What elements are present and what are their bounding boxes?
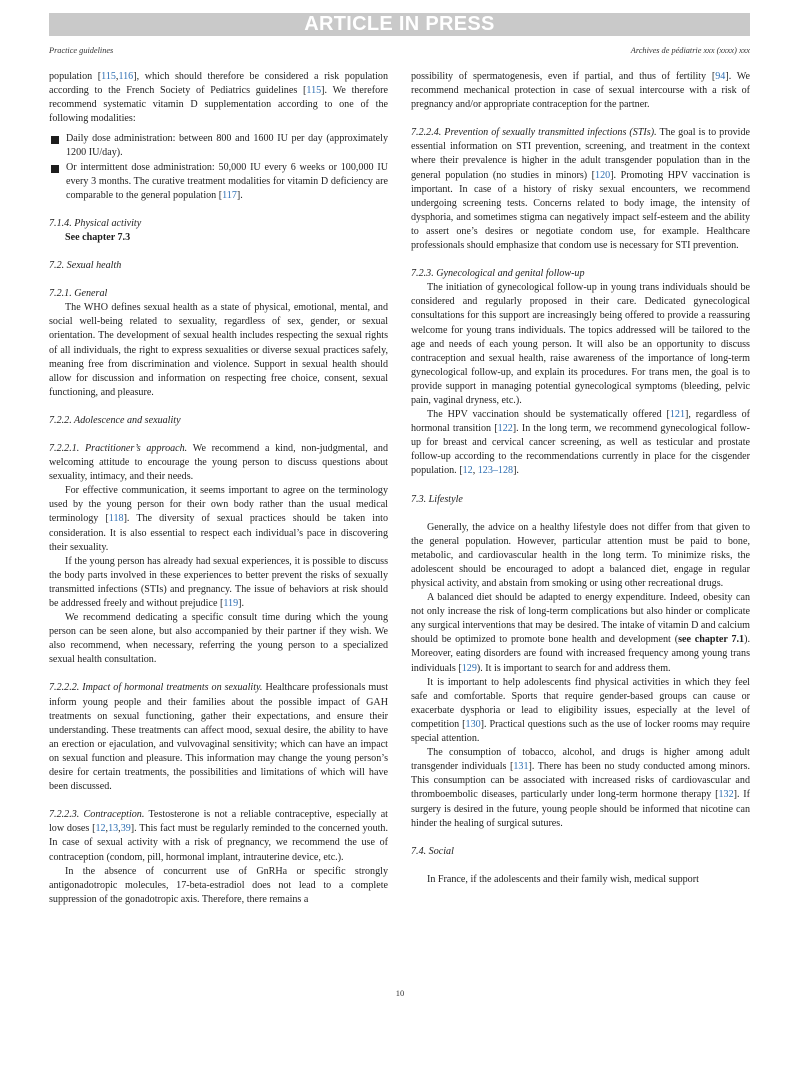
- paragraph-social: In France, if the adolescents and their family wish, medical support: [427, 873, 699, 885]
- paragraph-lifestyle: Generally, the advice on a healthy lifestyle does not differ from that given to the general population. However, particular attention must be paid to bone, metabolic, and cardiovascular health in the long term. To minimize risks, the adolescent should be encouraged to adopt a balanced diet, engage in regular physical activity, and abstain from smoking or using other recreational drugs.: [411, 521, 750, 589]
- citation-link[interactable]: 132: [718, 789, 734, 801]
- paragraph-vitamin-d-intro: population [115,116], which should therefore be considered a risk population according to the French Society of Pediatrics guidelines [115]. We therefore recommend systematic vitamin D supplementation according to one of the following modalities:: [49, 71, 389, 125]
- square-bullet-icon: [51, 165, 59, 173]
- list-item: Daily dose administration: between 800 and 1600 IU per day (approximately 1200 IU/day).: [49, 132, 388, 160]
- paragraph-tobacco: The consumption of tobacco, alcohol, and drugs is higher among adult transgender individuals [131]. There has been no study conducted among minors. This consumption can be associated with increased risks of cardiovascular and thromboembolic diseases, particularly under long-term hormone therapy [132]. If surgery is desired in the future, young people should be informed that nicotine can hinder the healing of surgical sutures.: [411, 747, 750, 829]
- dosage-list: [49, 132, 388, 202]
- paragraph-hpv: The HPV vaccination should be systematically offered [121], regardless of hormonal transition [122]. In the long term, we recommend gynecological follow-up for breast and cervical cancer screening, as well as testicular and prostate follow-up according to the recommendations currently in place for the cisgender population. [12, 123–128].: [411, 409, 750, 477]
- square-bullet-icon: [51, 136, 59, 144]
- citation-link[interactable]: 118: [108, 513, 124, 525]
- paragraph-communication: For effective communication, it seems important to agree on the terminology used by the young person for their own body rather than the usual medical terminology [118]. The diversity of sexual practices should be taken into consideration. It is also essential to respect each individual’s pace in discovering their sexuality.: [49, 485, 388, 553]
- running-header-right: Archives de pédiatrie xxx (xxxx) xxx: [630, 46, 750, 55]
- citation-link[interactable]: 122: [497, 423, 513, 435]
- section-heading-7-2-1: 7.2.1. General: [49, 288, 108, 300]
- citation-link[interactable]: 123–128: [477, 465, 514, 477]
- paragraph-gyn-follow-up: The initiation of gynecological follow-up in young trans individuals should be considered and regularly proposed in their care. Dedicated gynecological consultations for this support are increasingly being offered to provide a reassuring welcome for young trans individuals. The topics addressed will be tailored to the age and needs of each young person. It will also be an opportunity to discuss contraception and sexual health, raise awareness of the importance of long-term gynecological follow-up, and explain its procedures. For trans men, the goal is to provide support in managing potential gynecological symptoms (bleeding, pelvic pain, vaginal dryness, etc.).: [411, 282, 750, 406]
- see-chapter-link: See chapter 7.3: [65, 231, 131, 243]
- paragraph-practitioner-approach: 7.2.2.1. Practitioner’s approach. We recommend a kind, non-judgmental, and welcoming attitude to encourage the young person to discuss questions about sexuality, intimacy, and their needs.: [49, 442, 388, 483]
- chapter-reference: see chapter 7.1: [678, 634, 745, 646]
- paragraph-experiences: If the young person has already had sexual experiences, it is possible to discuss the body parts involved in these experiences to better prevent the risks of sexually transmitted infections (STIs) and pregnancy. The issue of behaviors at risk should be addressed freely and without prejudice [119].: [49, 555, 388, 609]
- citation-link[interactable]: 115: [101, 71, 116, 82]
- section-heading-7-2-3: 7.2.3. Gynecological and genital follow-up: [411, 268, 585, 280]
- citation-link[interactable]: 129: [461, 662, 477, 674]
- article-in-press-banner: ARTICLE IN PRESS: [49, 13, 750, 36]
- section-heading-7-4: 7.4. Social: [411, 845, 454, 857]
- page-number: 10: [395, 988, 405, 998]
- section-heading-7-1-4: 7.1.4. Physical activity: [49, 217, 142, 229]
- right-column: [411, 70, 750, 887]
- citation-link[interactable]: 115: [306, 85, 322, 97]
- paragraph-hormonal-impact: 7.2.2.2. Impact of hormonal treatments on sexuality. Healthcare professionals must inform young people and their families about the possible impact of GAH treatments on sexual functioning, gather their expectations, and ensure their understanding. These treatments can affect mood, sexual desire, the ability to have an erection or ejaculation, and vulvovaginal sensitivity; which can have an impact on sexual function and pleasure. This information may change the young person’s desire for certain treatments, the possibilities and limitations of which will have been discussed.: [49, 682, 389, 793]
- paragraph-diet: A balanced diet should be adapted to energy expenditure. Indeed, obesity can not only increase the risk of long-term complications but also hinder or complicate any surgical interventions that may be desired. The intake of vitamin D and calcium should be optimized to promote bone health and development (see chapter 7.1). Moreover, eating disorders are found with increased frequency among young trans individuals [129). It is important to search for and address them.: [411, 592, 750, 674]
- section-heading-7-2: 7.2. Sexual health: [49, 260, 122, 272]
- paragraph-sti-prevention: 7.2.2.4. Prevention of sexually transmitted infections (STIs). The goal is to provide essential information on STI prevention, screening, and treatment in the context where their prevalence is higher in the adult transgender population than in the general population (no studies in minors) [120]. Promoting HPV vaccination is important. In case of a history of risky sexual encounters, we recommend undergoing screening tests. Concerns related to body image, the intensity of dysphoria, and sometimes stigma can negatively impact self-esteem and the ability to assert one’s desires or negotiate condom use, for example. Healthcare professionals should emphasize that condom use is necessary for STI prevention.: [411, 127, 750, 252]
- paragraph-contraception: 7.2.2.3. Contraception. Testosterone is not a reliable contraceptive, especially at low doses [12,13,39]. This fact must be regularly reminded to the concerned youth. In case of sexual activity with a risk of pregnancy, we recommend the use of contraception (condom, pill, hormonal implant, intrauterine device, etc.).: [49, 809, 388, 863]
- citation-link[interactable]: 120: [595, 169, 611, 181]
- citation-link[interactable]: 94: [715, 71, 726, 82]
- list-item: Or intermittent dose administration: 50,000 IU every 6 weeks or 100,000 IU every 3 months. The curative treatment modalities for vitamin D deficiency are comparable to the general population [117].: [49, 161, 388, 203]
- citation-link[interactable]: 121: [669, 409, 686, 421]
- citation-link[interactable]: 13: [108, 823, 119, 835]
- section-heading-7-2-2: 7.2.2. Adolescence and sexuality: [49, 414, 181, 426]
- paragraph-gnrha: In the absence of concurrent use of GnRHa or specific strongly antigonadotropic molecules, 17-beta-estradiol does not lead to a complete suppression of the gonadotropic axis. Therefore, there remains a: [49, 865, 388, 905]
- paragraph-consult-time: We recommend dedicating a specific consult time during which the young person can be seen alone, but also accompanied by their partner if they wish. We also recommend, when necessary, referring the young person to a specialized sexual health consultation.: [49, 612, 388, 666]
- citation-link[interactable]: 39: [120, 823, 131, 835]
- citation-link[interactable]: 12: [95, 823, 106, 835]
- citation-link[interactable]: 131: [513, 761, 529, 773]
- section-heading-7-3: 7.3. Lifestyle: [411, 493, 463, 505]
- paragraph-general: The WHO defines sexual health as a state of physical, emotional, mental, and social well-being related to sexuality, regardless of sex, gender, or sexual orientation. The development of sexual health includes respecting the sexual rights of all individuals, the right to express sexualities or diverse sexual practices safely, meaning free from discrimination and violence. Support in sexual health should allow for discussion and information on respecting free choice, consent, sexual functioning, and pleasure.: [49, 302, 388, 398]
- citation-link[interactable]: 130: [465, 718, 481, 730]
- running-header-left: Practice guidelines: [49, 46, 114, 55]
- left-column: [49, 70, 388, 907]
- paragraph-physical-activities: It is important to help adolescents find physical activities in which they feel safe and comfortable. Sports that require gender-based groups can cause or exacerbate dysphoria or lead to eligibility issues, especially at the level of competition [130]. Practical questions such as the use of locker rooms may require special attention.: [411, 676, 750, 745]
- paragraph-spermatogenesis: possibility of spermatogenesis, even if partial, and thus of fertility [94]. We recommend mechanical protection in case of sexual intercourse with a risk of pregnancy and/or appropriate contraception for the partner.: [411, 71, 750, 111]
- citation-link[interactable]: 119: [223, 598, 239, 609]
- citation-link[interactable]: 12: [462, 465, 473, 477]
- citation-link[interactable]: 117: [222, 189, 237, 201]
- citation-link[interactable]: 116: [118, 71, 134, 82]
